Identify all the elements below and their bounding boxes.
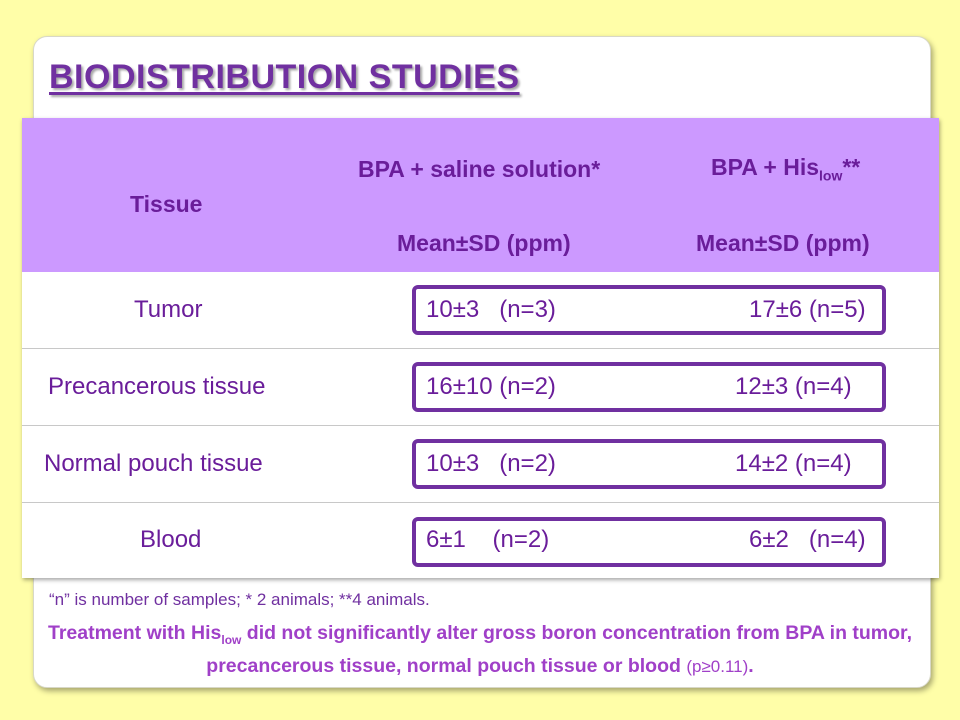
header-col2-sub: Mean±SD (ppm) <box>696 230 870 256</box>
header-col2-title <box>711 154 860 184</box>
table-row <box>22 502 939 578</box>
table-row <box>22 426 939 503</box>
table-row <box>22 349 939 426</box>
slide-title: BIODISTRIBUTION STUDIES <box>49 58 520 96</box>
row-hislow-value: 14±2 (n=4) <box>735 450 852 477</box>
conclusion-text <box>40 620 920 680</box>
row-tissue: Blood <box>140 526 202 553</box>
row-tissue: Precancerous tissue <box>48 373 266 400</box>
table-row <box>22 272 939 349</box>
conclusion-end: . <box>748 654 754 677</box>
conclusion-pvalue: (p≥0.11) <box>686 656 749 676</box>
row-hislow-value: 17±6 (n=5) <box>749 296 866 323</box>
header-col2-subscript: low <box>819 167 843 184</box>
header-col1-title: BPA + saline solution* <box>358 156 601 182</box>
biodistribution-table <box>22 118 939 578</box>
conclusion-part2: did not significantly alter gross boron concentration from BPA in tumor, precancerous tissue, normal pouch tissue or blood <box>206 622 912 677</box>
row-tissue: Normal pouch tissue <box>44 450 263 477</box>
row-saline-value: 10±3 (n=3) <box>426 296 556 323</box>
header-col2-prefix: BPA + His <box>711 154 820 180</box>
conclusion-subscript: low <box>221 632 242 647</box>
header-col2-suffix: ** <box>842 154 861 180</box>
row-hislow-value: 12±3 (n=4) <box>735 373 852 400</box>
table-footnote: “n” is number of samples; * 2 animals; **4 animals. <box>49 590 430 609</box>
header-col1-sub: Mean±SD (ppm) <box>397 230 571 256</box>
header-tissue: Tissue <box>130 191 203 217</box>
row-saline-value: 16±10 (n=2) <box>426 373 556 400</box>
conclusion-part1: Treatment with His <box>47 622 222 644</box>
row-saline-value: 10±3 (n=2) <box>426 450 556 477</box>
table-header <box>22 118 939 272</box>
row-saline-value: 6±1 (n=2) <box>426 526 550 553</box>
row-hislow-value: 6±2 (n=4) <box>749 526 866 553</box>
row-tissue: Tumor <box>134 296 203 323</box>
